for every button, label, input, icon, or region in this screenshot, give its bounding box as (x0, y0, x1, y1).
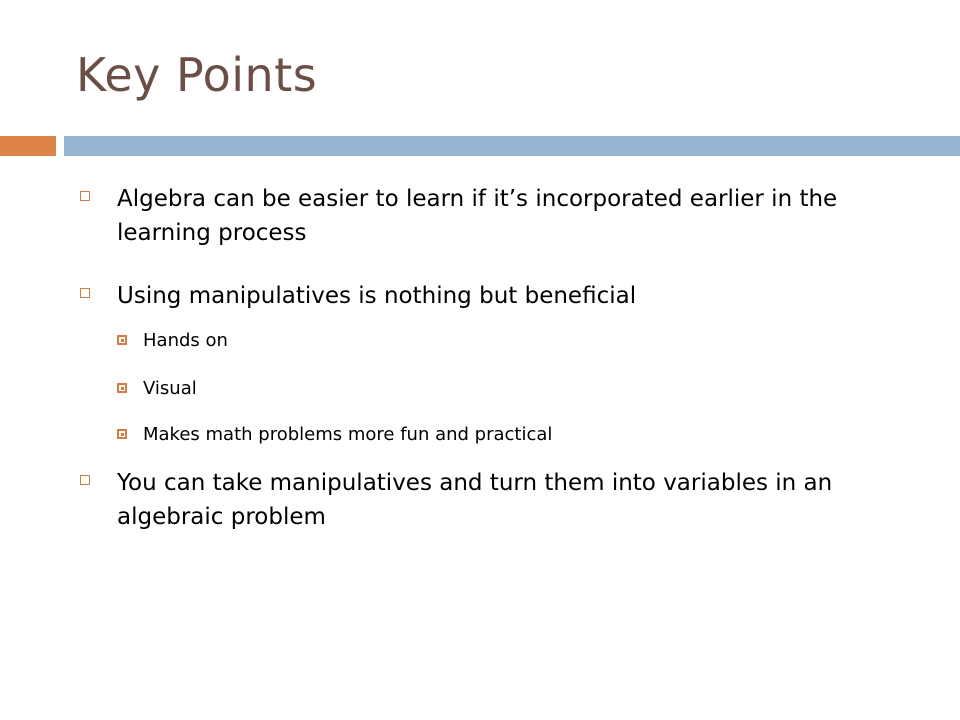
filled-square-bullet-icon (117, 429, 127, 439)
square-bullet-icon (80, 475, 90, 485)
square-bullet-icon (80, 191, 90, 201)
sub-bullet-text: Visual (143, 378, 197, 399)
title-accent-bar (0, 136, 56, 156)
sub-bullet-text: Hands on (143, 330, 228, 351)
slide-title: Key Points (76, 48, 318, 102)
title-divider-bar (64, 136, 960, 156)
filled-square-bullet-icon (117, 335, 127, 345)
square-bullet-icon (80, 288, 90, 298)
sub-bullet-text: Makes math problems more fun and practical (143, 424, 553, 445)
bullet-text: You can take manipulatives and turn them into variables in an algebraic problem (117, 470, 833, 530)
bullet-text: Algebra can be easier to learn if it’s incorporated earlier in the learning process (117, 186, 838, 246)
filled-square-bullet-icon (117, 383, 127, 393)
bullet-text: Using manipulatives is nothing but beneficial (117, 283, 637, 309)
